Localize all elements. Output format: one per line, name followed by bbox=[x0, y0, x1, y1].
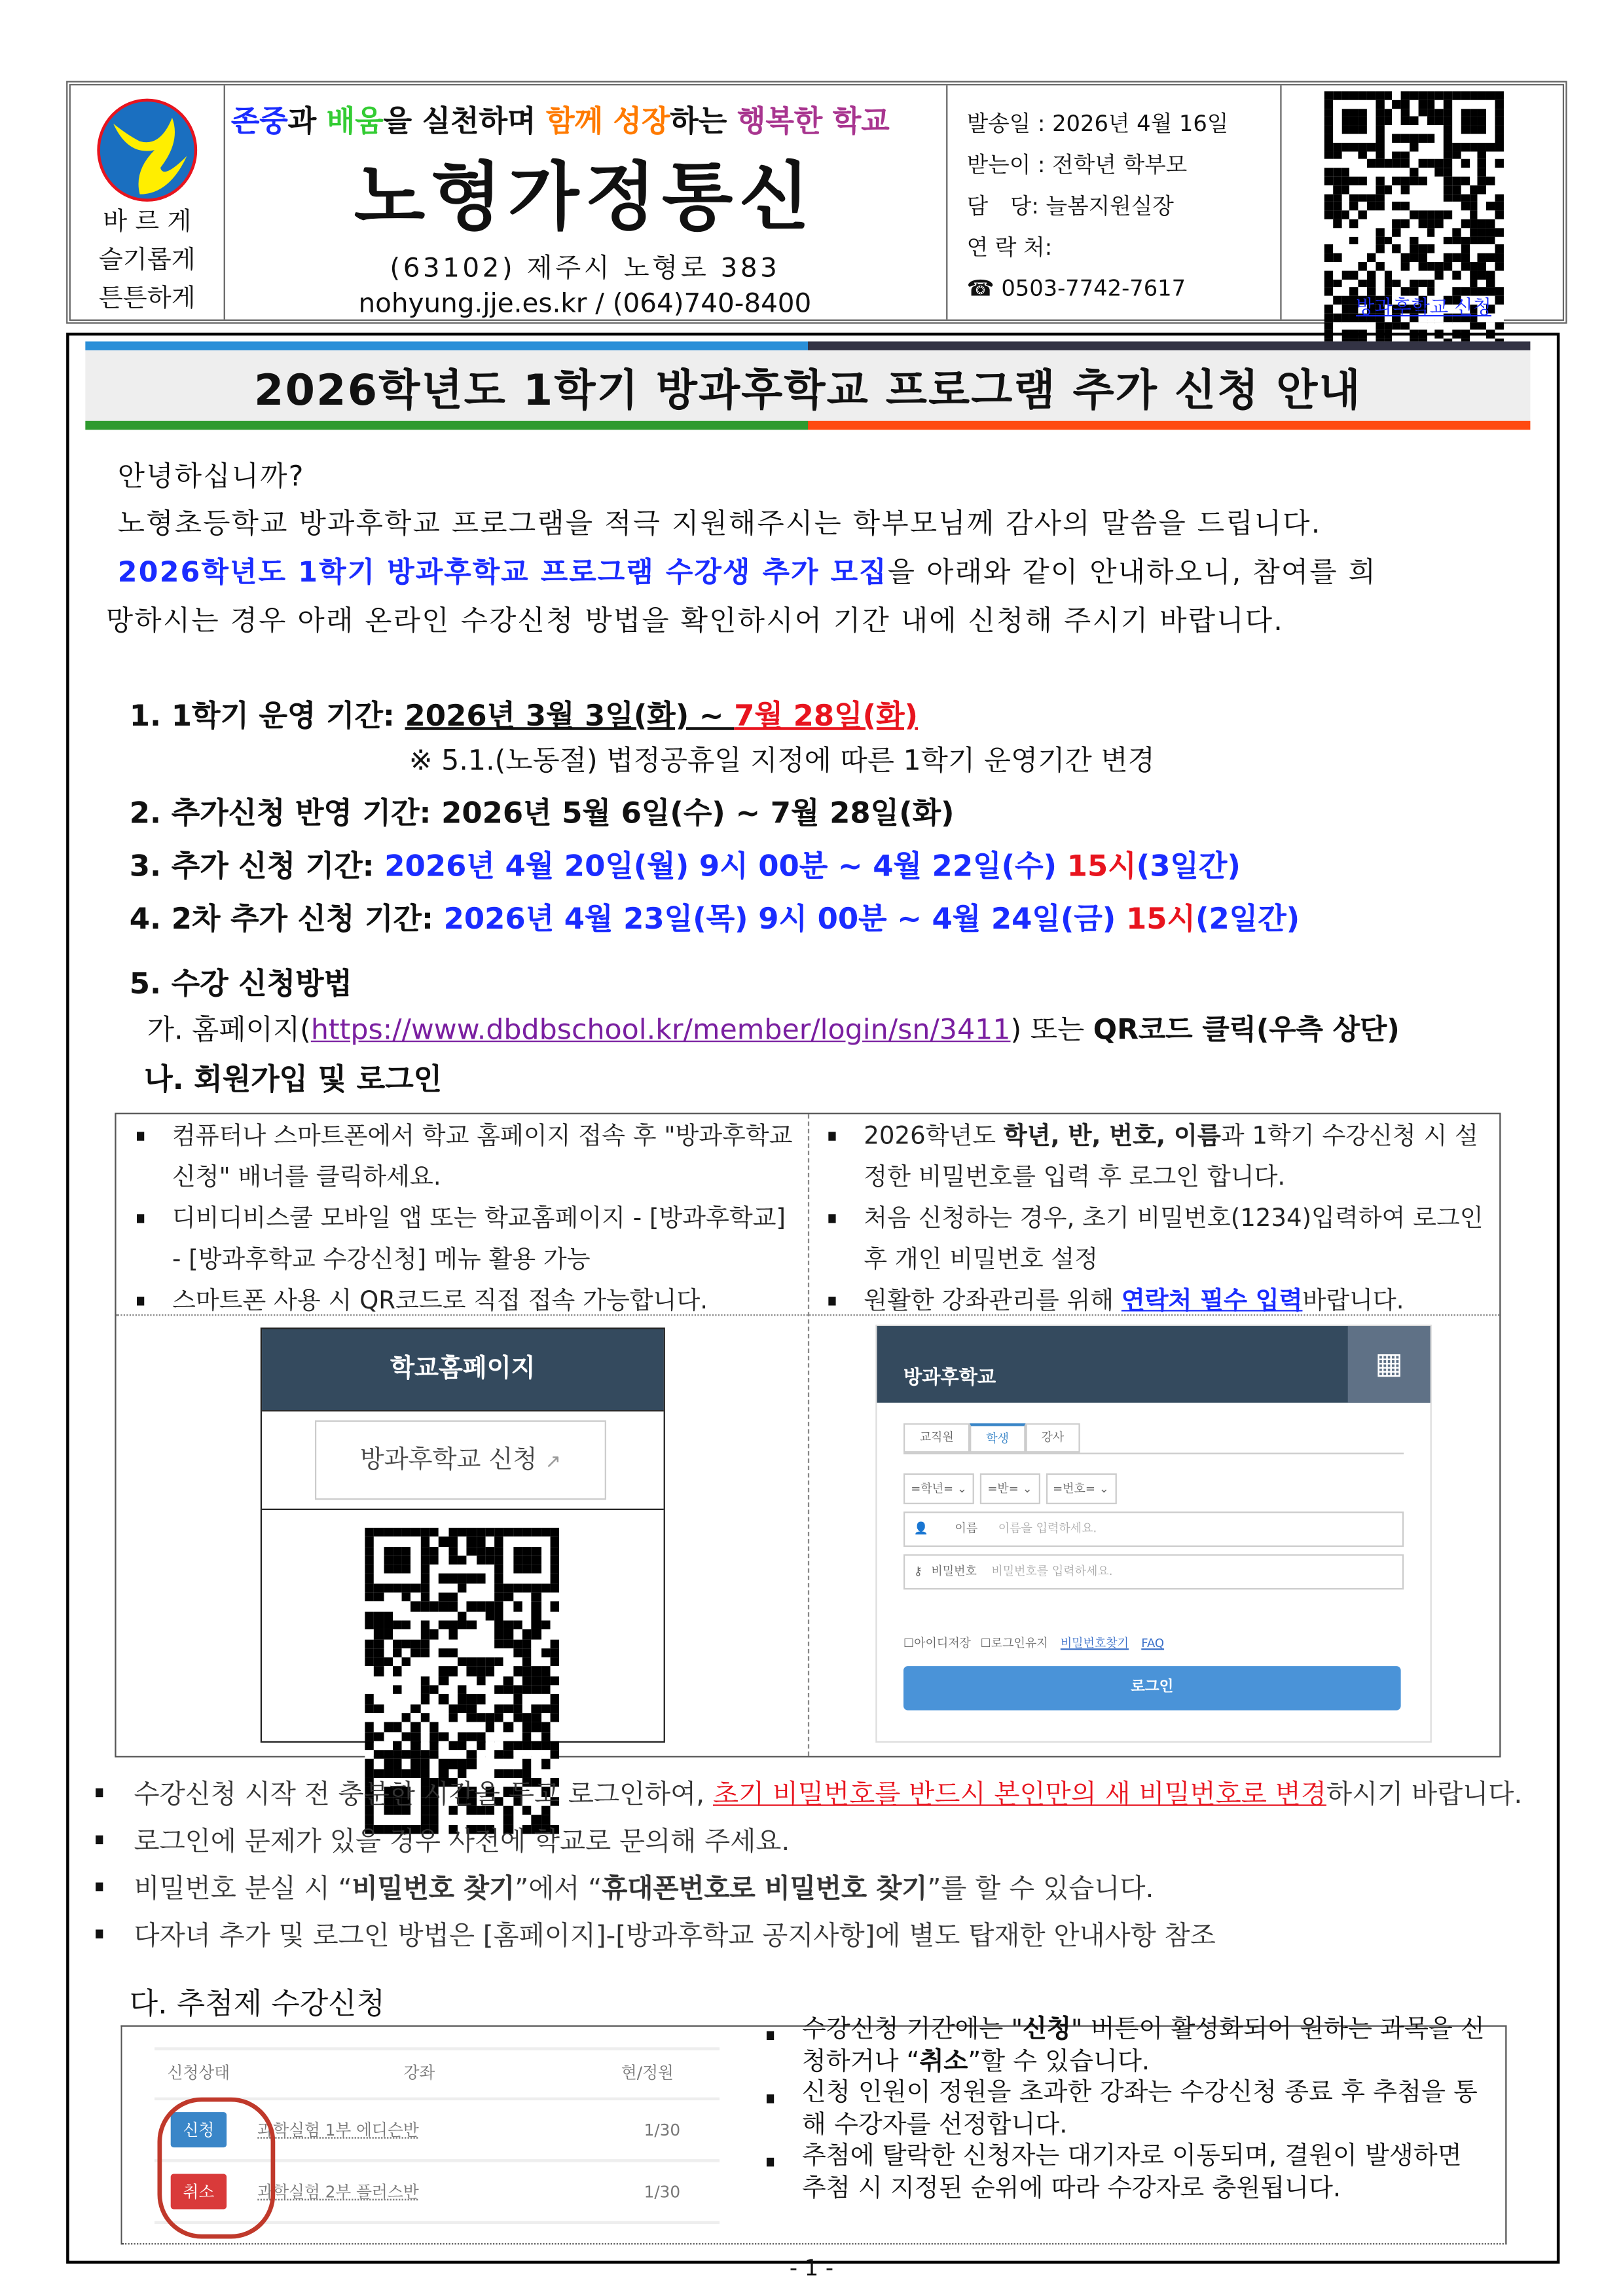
bullet-1c: 하시기 바랍니다. bbox=[1326, 1779, 1523, 1811]
item-3-days: (3일간) bbox=[1136, 847, 1241, 883]
homepage-screenshot bbox=[261, 1327, 665, 1743]
keep-login-checkbox[interactable]: ☐로그인유지 bbox=[980, 1637, 1048, 1650]
homepage-banner-title: 학교홈페이지 bbox=[262, 1329, 664, 1410]
apply-button[interactable]: 신청 bbox=[172, 2112, 227, 2147]
lottery-note-1a: 수강신청 기간에는 " bbox=[801, 2014, 1023, 2045]
login-guide-table bbox=[115, 1113, 1501, 1757]
lottery-note-3: 추첨에 탈락한 신청자는 대기자로 이동되며, 결원이 발생하면 추첨 시 지정된 순위에 따라 수강자로 충원됩니다. bbox=[757, 2141, 1493, 2205]
motto-segment: 배움 bbox=[326, 103, 384, 139]
send-date: 발송일 : 2026년 4월 16일 bbox=[966, 110, 1229, 138]
value-1: 바 르 게 bbox=[103, 207, 192, 237]
qr-label-link[interactable]: 방과후학교 신청 bbox=[1356, 297, 1491, 320]
save-id-checkbox[interactable]: ☐아이디저장 bbox=[903, 1637, 971, 1650]
col-header-status: 신청상태 bbox=[167, 2063, 230, 2083]
motto-segment: 존중 bbox=[230, 103, 288, 139]
login-button[interactable]: 로그인 bbox=[903, 1666, 1401, 1710]
find-password-link[interactable]: 비밀번호찾기 bbox=[1060, 1637, 1129, 1650]
recipient: 받는이 : 전학년 학부모 bbox=[966, 151, 1188, 178]
item-3-period: 2026년 4월 20일(월) 9시 00분 ~ 4월 22일(수) bbox=[384, 847, 1067, 883]
motto-segment: 행복한 학교 bbox=[737, 103, 890, 139]
qr-code-icon[interactable] bbox=[1324, 91, 1504, 373]
bullet-2: 로그인에 문제가 있을 경우 사전에 학교로 문의해 주세요. bbox=[134, 1826, 790, 1858]
intro-line: 노형초등학교 방과후학교 프로그램을 적극 지원해주시는 학부모님께 감사의 말씀을 드립니다. bbox=[117, 508, 1322, 540]
course-name[interactable]: 과학실험 1부 에디슨반 bbox=[257, 2120, 419, 2140]
lottery-box bbox=[120, 2014, 1506, 2245]
item-4-end-time: 15시 bbox=[1126, 900, 1195, 936]
contact-phone: 0503-7742-7617 bbox=[1001, 275, 1186, 302]
bullet-3d: 휴대폰번호로 비밀번호 찾기 bbox=[602, 1874, 928, 1905]
newsletter-header bbox=[66, 81, 1567, 324]
school-website-phone: nohyung.jje.es.kr / (064)740-8400 bbox=[358, 288, 812, 320]
intro-line-3: 을 아래와 같이 안내하오니, 참여를 희 bbox=[887, 556, 1377, 589]
bullet-1-highlight: 초기 비밀번호를 반드시 본인만의 새 비밀번호로 변경 bbox=[713, 1779, 1326, 1811]
item-4-label: 4. 2차 추가 신청 기간: bbox=[129, 900, 444, 936]
motto-segment: 하는 bbox=[670, 103, 737, 139]
password-input[interactable]: ⚷ 비밀번호 비밀번호를 입력하세요. bbox=[903, 1554, 1404, 1589]
col-header-course: 강좌 bbox=[403, 2063, 435, 2083]
guide-right-2: 처음 신청하는 경우, 초기 비밀번호(1234)입력하여 로그인 후 개인 비밀번호 설정 bbox=[820, 1197, 1489, 1280]
enrollment-count: 1/30 bbox=[644, 2120, 681, 2139]
tab-student[interactable]: 학생 bbox=[970, 1423, 1025, 1453]
lottery-heading: 다. 추첨제 수강신청 bbox=[129, 1985, 386, 2021]
guide-right-1b: 학년, 반, 번호, 이름 bbox=[1003, 1120, 1221, 1149]
item-4-period: 2026년 4월 23일(목) 9시 00분 ~ 4월 24일(금) bbox=[443, 900, 1127, 936]
title-column bbox=[224, 85, 948, 319]
afterschool-apply-button[interactable]: 방과후학교 신청 ↗ bbox=[315, 1420, 606, 1500]
item-2: 2. 추가신청 반영 기간: 2026년 5월 6일(수) ~ 7월 28일(화) bbox=[129, 794, 955, 830]
method-ga-text: ) 또는 bbox=[1010, 1014, 1093, 1046]
greeting: 안녕하십니까? bbox=[117, 460, 305, 493]
grid-menu-icon[interactable]: ▦ bbox=[1348, 1326, 1431, 1403]
lottery-table-screenshot bbox=[155, 2047, 720, 2224]
school-motto bbox=[231, 97, 890, 139]
login-title: 방과후학교 bbox=[903, 1367, 996, 1390]
motto-segment: 과 bbox=[287, 103, 327, 139]
user-icon: 👤 bbox=[913, 1521, 929, 1536]
tab-staff[interactable]: 교직원 bbox=[903, 1423, 970, 1453]
item-3-label: 3. 추가 신청 기간: bbox=[129, 847, 385, 883]
telephone-icon: ☎ bbox=[966, 275, 1002, 302]
tab-instructor[interactable]: 강사 bbox=[1025, 1423, 1080, 1453]
number-select[interactable]: =번호= ⌄ bbox=[1046, 1473, 1116, 1504]
guide-right-1c: 과 1학기 수강신청 시 설정한 비밀번호를 입력 후 로그인 합니다. bbox=[864, 1120, 1478, 1191]
info-column bbox=[946, 85, 1281, 319]
guide-right-1a: 2026학년도 bbox=[864, 1120, 1004, 1149]
bullet-3b: 비밀번호 찾기 bbox=[352, 1874, 515, 1905]
guide-right-3c: 바랍니다. bbox=[1302, 1286, 1404, 1314]
guide-right-3b: 연락처 필수 입력 bbox=[1121, 1286, 1303, 1314]
item-4-days: (2일간) bbox=[1195, 900, 1300, 936]
school-address: (63102) 제주시 노형로 383 bbox=[390, 253, 780, 284]
registration-link[interactable]: https://www.dbdbschool.kr/member/login/sn/3411 bbox=[310, 1014, 1011, 1046]
col-header-count: 현/정원 bbox=[621, 2063, 674, 2083]
item-1-start: 2026년 3월 3일(화) ~ bbox=[405, 697, 735, 733]
item-1-note: ※ 5.1.(노동절) 법정공휴일 지정에 따른 1학기 운영기간 변경 bbox=[409, 745, 1155, 777]
bullet-3e: ”를 할 수 있습니다. bbox=[927, 1874, 1154, 1905]
cancel-button[interactable]: 취소 bbox=[172, 2174, 227, 2210]
qr-column bbox=[1280, 85, 1563, 319]
enrollment-count: 1/30 bbox=[644, 2181, 681, 2202]
method-ga-label: 가. 홈페이지( bbox=[147, 1014, 311, 1046]
item-1-label: 1. 1학기 운영 기간: bbox=[129, 697, 405, 733]
guide-left-2: 디비디비스쿨 모바일 앱 또는 학교홈페이지 - [방과후학교] - [방과후학교 수강신청] 메뉴 활용 가능 bbox=[128, 1197, 798, 1280]
notice-title: 2026학년도 1학기 방과후학교 프로그램 추가 신청 안내 bbox=[253, 365, 1362, 415]
grade-select[interactable]: =학년= ⌄ bbox=[903, 1473, 974, 1504]
class-select[interactable]: =반= ⌄ bbox=[980, 1473, 1040, 1504]
method-ga-qr: QR코드 클릭(우측 상단) bbox=[1093, 1014, 1400, 1046]
item-3-end-time: 15시 bbox=[1067, 847, 1137, 883]
key-icon: ⚷ bbox=[913, 1565, 922, 1578]
contact-label: 연 락 처: bbox=[966, 234, 1053, 261]
lottery-note-1b: 신청 bbox=[1023, 2014, 1071, 2045]
name-input[interactable]: 👤 이름 이름을 입력하세요. bbox=[903, 1511, 1404, 1547]
guide-left-3: 스마트폰 사용 시 QR코드로 직접 접속 가능합니다. bbox=[128, 1280, 798, 1321]
lottery-note-1c: " 버튼이 활성화되어 원하는 과목을 신청하거나 “ bbox=[801, 2014, 1485, 2077]
person-in-charge: 담 당: 늘봄지원실장 bbox=[966, 193, 1174, 219]
value-3: 튼튼하게 bbox=[98, 284, 196, 314]
page-number: - 1 - bbox=[789, 2255, 834, 2282]
recruitment-highlight: 2026학년도 1학기 방과후학교 프로그램 수강생 추가 모집 bbox=[117, 556, 888, 589]
bullet-3c: ”에서 “ bbox=[515, 1874, 602, 1905]
motto-segment: 함께 성장 bbox=[546, 103, 670, 139]
bullet-1a: 수강신청 시작 전 충분한 시간을 두고 로그인하여, bbox=[134, 1779, 714, 1811]
highlight-circle bbox=[157, 2098, 275, 2239]
lottery-note-2: 신청 인원이 정원을 초과한 강좌는 수강신청 종료 후 추첨을 통해 수강자를 선정합니다. bbox=[757, 2078, 1493, 2141]
value-2: 슬기롭게 bbox=[98, 246, 196, 276]
item-5: 5. 수강 신청방법 bbox=[129, 965, 352, 1001]
newsletter-title: 노형가정통신 bbox=[354, 154, 816, 240]
intro-line-4: 망하시는 경우 아래 온라인 수강신청 방법을 확인하시어 기간 내에 신청해 주시기 바랍니다. bbox=[105, 604, 1285, 638]
guide-left-1: 컴퓨터나 스마트폰에서 학교 홈페이지 접속 후 "방과후학교 신청" 배너를 클릭하세요. bbox=[128, 1115, 798, 1197]
guide-right-3a: 원활한 강좌관리를 위해 bbox=[864, 1286, 1122, 1314]
lottery-note-1d: 취소 bbox=[919, 2046, 968, 2077]
logo-column bbox=[71, 85, 225, 319]
login-screenshot bbox=[875, 1325, 1432, 1743]
faq-link[interactable]: FAQ bbox=[1141, 1637, 1165, 1650]
motto-segment: 을 실천하며 bbox=[383, 103, 547, 139]
item-1-end: 7월 28일(화) bbox=[734, 697, 919, 733]
school-logo-icon bbox=[96, 97, 198, 203]
bullet-4: 다자녀 추가 및 로그인 방법은 [홈페이지]-[방과후학교 공지사항]에 별도 탑재한 안내사항 참조 bbox=[134, 1920, 1216, 1952]
lottery-note-1e: ”할 수 있습니다. bbox=[968, 2046, 1150, 2077]
method-na: 나. 회원가입 및 로그인 bbox=[144, 1061, 443, 1097]
notice-title-bar bbox=[85, 341, 1530, 430]
external-link-icon: ↗ bbox=[545, 1451, 562, 1473]
course-name[interactable]: 과학실험 2부 플러스반 bbox=[257, 2183, 419, 2202]
bullet-3a: 비밀번호 분실 시 “ bbox=[134, 1874, 352, 1905]
